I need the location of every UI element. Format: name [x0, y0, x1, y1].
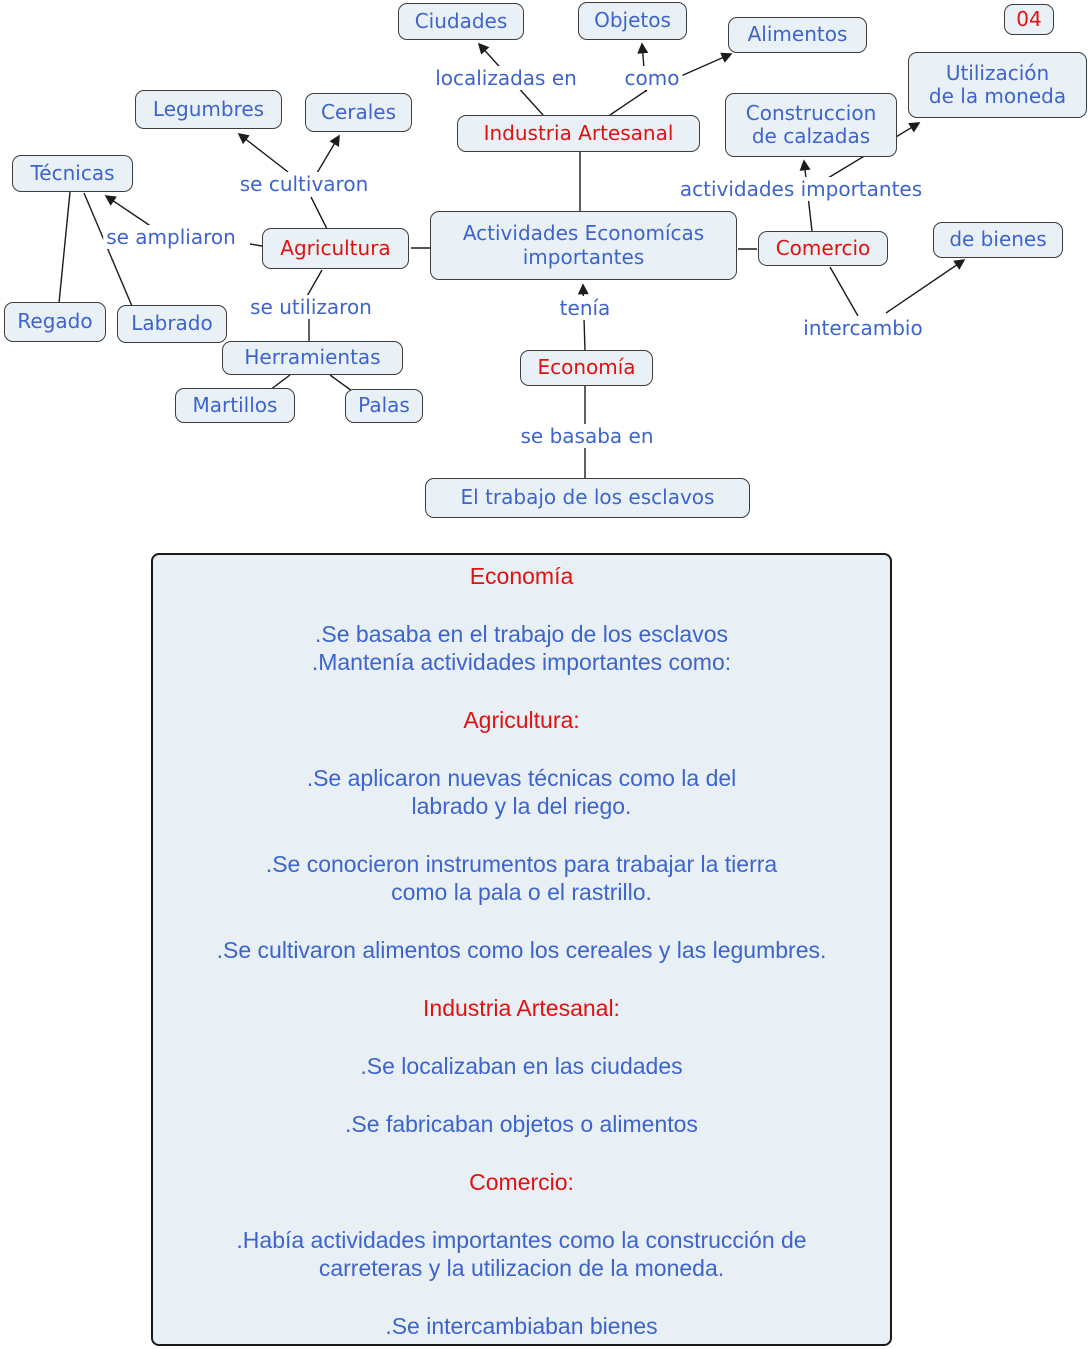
summary-block-2 [161, 706, 882, 734]
node-legumbres [135, 90, 282, 129]
node-label-line: Palas [358, 393, 410, 418]
summary-line: carreteras y la utilizacion de la moneda. [318, 1255, 725, 1281]
node-label-line: de bienes [949, 227, 1047, 252]
node-objetos [578, 2, 687, 40]
summary-block-11 [161, 1312, 882, 1340]
summary-block-10 [161, 1226, 882, 1282]
node-economia [520, 350, 653, 386]
node-construccion-de-calzadas [725, 93, 897, 157]
edge-agricultura-to-se-cultivaron [311, 197, 327, 229]
summary-line: como la pala o el rastrillo. [391, 879, 652, 905]
node-herramientas [222, 341, 403, 375]
edge-label-se-cultivaron: se cultivaron [237, 172, 372, 196]
summary-line: Economía [469, 563, 574, 589]
node-regado [4, 302, 106, 342]
summary-line: Agricultura: [463, 707, 580, 733]
edge-comercio-to-intercambio [830, 267, 858, 316]
summary-line: .Se localizaban en las ciudades [360, 1053, 683, 1079]
summary-block-6 [161, 994, 882, 1022]
node-label-line: Actividades Economícas [462, 221, 705, 246]
summary-block-8 [161, 1110, 882, 1138]
node-label-line: Cerales [320, 99, 397, 124]
node-label-line: Ciudades [414, 8, 508, 33]
node-label-line: Economía [537, 355, 636, 380]
node-label-line: Construccion [745, 100, 877, 125]
summary-block-0 [161, 562, 882, 590]
node-label-line: Herramientas [244, 345, 381, 370]
edge-label-tenia: tenía [557, 296, 614, 320]
edge-intercambio-to-de-bienes [886, 260, 964, 313]
summary-line: labrado y la del riego. [411, 793, 632, 819]
node-tecnicas [12, 155, 133, 192]
edge-industria-artesanal-to-como [610, 90, 647, 115]
summary-line: .Se fabricaban objetos o alimentos [345, 1111, 698, 1137]
node-label-line: Martillos [192, 392, 278, 417]
edge-label-se-basaba-en: se basaba en [518, 424, 657, 448]
node-label-line: Legumbres [152, 96, 265, 121]
summary-line: .Se aplicaron nuevas técnicas como la del [306, 765, 737, 791]
node-de-bienes [933, 222, 1063, 258]
edge-agricultura-to-se-utilizaron [306, 270, 322, 298]
concept-map [0, 0, 1088, 540]
node-label-line: 04 [1016, 6, 1042, 31]
node-comercio [758, 231, 888, 266]
node-cerales [305, 93, 412, 132]
summary-line: .Se basaba en el trabajo de los esclavos [315, 621, 728, 647]
node-label-line: El trabajo de los esclavos [460, 485, 715, 510]
summary-line: .Se cultivaron alimentos como los cereales y las legumbres. [216, 937, 827, 963]
summary-block-3 [161, 764, 882, 820]
edge-herramientas-to-palas [330, 375, 352, 391]
edge-se-cultivaron-to-cerales [317, 136, 339, 173]
node-label-line: Agricultura [280, 235, 391, 260]
edge-label-actividades-importantes: actividades importantes [677, 177, 925, 201]
node-label-line: de calzadas [751, 124, 871, 148]
edge-se-cultivaron-to-legumbres [239, 134, 288, 172]
node-martillos [175, 388, 295, 423]
node-utilizacion-de-la-moneda [908, 52, 1087, 118]
summary-line: Industria Artesanal: [423, 995, 620, 1021]
summary-block-1 [161, 620, 882, 676]
summary-line: .Mantenía actividades importantes como: [311, 649, 732, 675]
edge-label-se-utilizaron: se utilizaron [247, 295, 375, 319]
edge-label-como: como [622, 66, 683, 90]
summary-block-7 [161, 1052, 882, 1080]
edge-se-ampliaron-to-tecnicas [106, 196, 152, 227]
summary-line: .Se intercambiaban bienes [385, 1313, 658, 1339]
node-label-line: Alimentos [747, 22, 848, 47]
node-page-number [1004, 4, 1054, 35]
edge-label-localizadas-en: localizadas en [432, 66, 580, 90]
edge-tecnicas-to-regado [59, 192, 70, 303]
edge-como-to-alimentos [681, 54, 731, 76]
node-alimentos [728, 17, 867, 53]
node-label-line: Regado [17, 309, 93, 334]
node-label-line: Comercio [775, 235, 871, 260]
node-label-line: Objetos [594, 8, 671, 33]
node-actividades-economicas [430, 211, 737, 280]
edge-label-se-ampliaron: se ampliaron [103, 225, 239, 249]
node-palas [345, 389, 423, 423]
summary-block-9 [161, 1168, 882, 1196]
edge-agricultura-to-se-ampliaron [250, 244, 262, 246]
summary-line: Comercio: [469, 1169, 574, 1195]
summary-box [151, 553, 892, 1346]
node-agricultura [262, 228, 409, 269]
node-el-trabajo-de-los-esclavos [425, 478, 750, 518]
node-label-line: de la moneda [928, 84, 1067, 108]
edge-label-intercambio: intercambio [800, 316, 925, 340]
summary-block-4 [161, 850, 882, 906]
node-label-line: Utilización [945, 60, 1050, 85]
node-label-line: Técnicas [30, 160, 115, 185]
summary-line: .Se conocieron instrumentos para trabajar la tierra [265, 851, 778, 877]
node-label-line: importantes [522, 244, 645, 269]
node-ciudades [398, 3, 524, 40]
node-industria-artesanal [457, 115, 700, 152]
node-label-line: Labrado [131, 311, 213, 336]
summary-line: .Había actividades importantes como la construcción de [236, 1227, 807, 1253]
summary-block-5 [161, 936, 882, 964]
node-label-line: Industria Artesanal [483, 120, 674, 145]
node-labrado [117, 305, 227, 343]
